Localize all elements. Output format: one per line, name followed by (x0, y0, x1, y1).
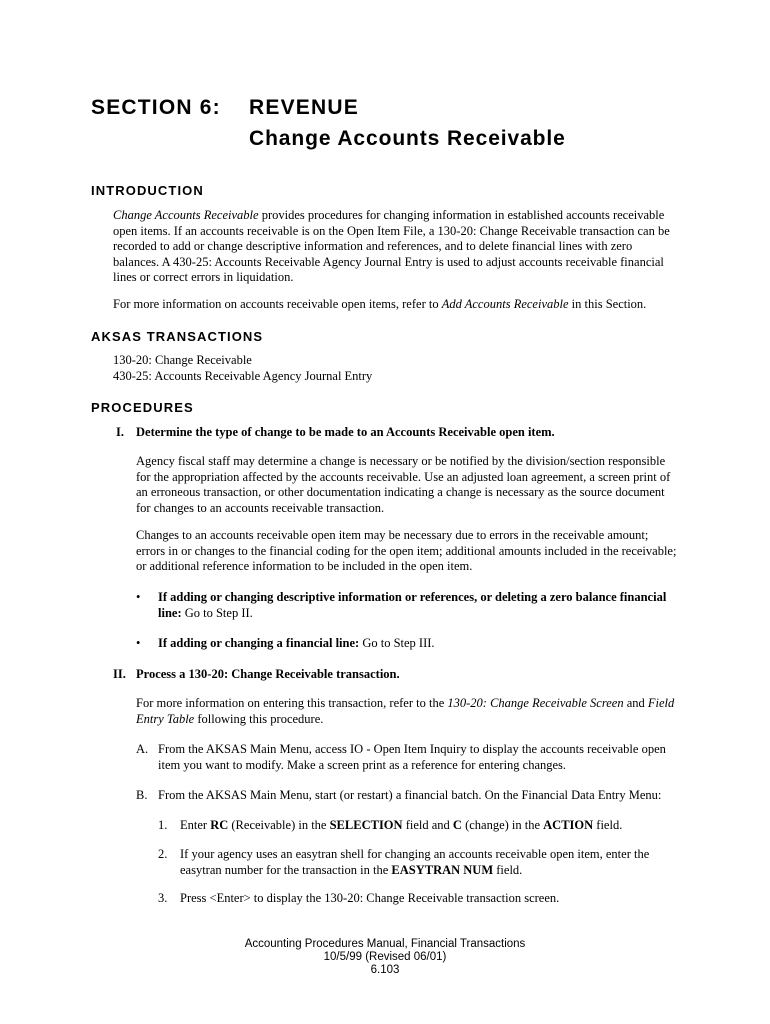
footer-manual-title: Accounting Procedures Manual, Financial Transactions (244, 938, 526, 950)
item-2-text: If your agency uses an easytran shell for changing an accounts receivable open item, enter the easytran number for the transaction in the EASYTRAN NUM field. (180, 847, 650, 877)
intro-italic-lead: Change Accounts Receivable (113, 208, 259, 222)
add-accounts-receivable-ref: Add Accounts Receivable (441, 297, 569, 311)
step-2-number: II. (113, 667, 126, 681)
item-2-label: 2. (158, 847, 168, 861)
aksas-transactions-heading: AKSAS TRANSACTIONS (91, 329, 264, 344)
section-title: REVENUE (249, 96, 359, 119)
section-subtitle: Change Accounts Receivable (249, 127, 566, 150)
step-2-paragraph: For more information on entering this transaction, refer to the 130-20: Change Receivable Screen and Field Entry Table following this procedure. (136, 696, 675, 726)
transaction-item: 430-25: Accounts Receivable Agency Journal Entry (113, 368, 373, 383)
footer-revision-date: 10/5/99 (Revised 06/01) (323, 951, 447, 963)
bullet-2: If adding or changing a financial line: Go to Step III. (158, 636, 435, 650)
substep-b-text: From the AKSAS Main Menu, start (or restart) a financial batch. On the Financial Data Entry Menu: (158, 788, 662, 802)
aksas-transactions-list (113, 353, 683, 384)
bullet-1: If adding or changing descriptive information or references, or deleting a zero balance financial line: Go to Step II. (158, 590, 667, 620)
introduction-heading: INTRODUCTION (91, 183, 204, 198)
step-1-paragraph-2: Changes to an accounts receivable open item may be necessary due to errors in the receivable amount; errors in or changes to the financial coding for the open item; additional amounts included in the receivable; or additional reference information to be included in the open item. (136, 528, 677, 574)
step-1-number: I. (116, 425, 124, 439)
transaction-item: 130-20: Change Receivable (113, 353, 252, 367)
step-1-paragraph-1: Agency fiscal staff may determine a change is necessary or be notified by the division/section responsible for the appropriation affected by the accounts receivable. Use an adjusted loan agreement, a screen print of an erroneous transaction, or other documentation indicating a change is necessary as the source document for changes to an accounts receivable transaction. (136, 454, 671, 515)
item-3-label: 3. (158, 891, 168, 905)
section-label: SECTION 6: (91, 96, 221, 119)
step-1-title: Determine the type of change to be made to an Accounts Receivable open item. (136, 425, 555, 439)
bullet-icon: • (136, 636, 141, 650)
step-2-title: Process a 130-20: Change Receivable transaction. (136, 667, 400, 681)
page-footer (0, 938, 770, 977)
introduction-paragraph-2: For more information on accounts receivable open items, refer to Add Accounts Receivable in this Section. (113, 297, 647, 311)
substep-a-text: From the AKSAS Main Menu, access IO - Open Item Inquiry to display the accounts receivable open item you want to modify. Make a screen print as a reference for entering changes. (158, 742, 666, 772)
footer-page-number: 6.103 (370, 964, 400, 976)
item-1-text: Enter RC (Receivable) in the SELECTION field and C (change) in the ACTION field. (180, 818, 623, 832)
substep-b-label: B. (136, 788, 148, 802)
procedures-heading: PROCEDURES (91, 400, 194, 415)
introduction-paragraph-1: Change Accounts Receivable provides procedures for changing information in established accounts receivable open items. If an accounts receivable is on the Open Item File, a 130-20: Change Receivable transaction can be recorded to add or change descriptive information and references, and to delete financial lines with zero balances. A 430-25: Accounts Receivable Agency Journal Entry is used to adjust accounts receivable financial lines or correct errors in liquidation. (113, 208, 670, 285)
bullet-icon: • (136, 590, 141, 604)
substep-a-label: A. (136, 742, 149, 756)
item-3-text: Press <Enter> to display the 130-20: Change Receivable transaction screen. (180, 891, 560, 905)
item-1-label: 1. (158, 818, 168, 832)
